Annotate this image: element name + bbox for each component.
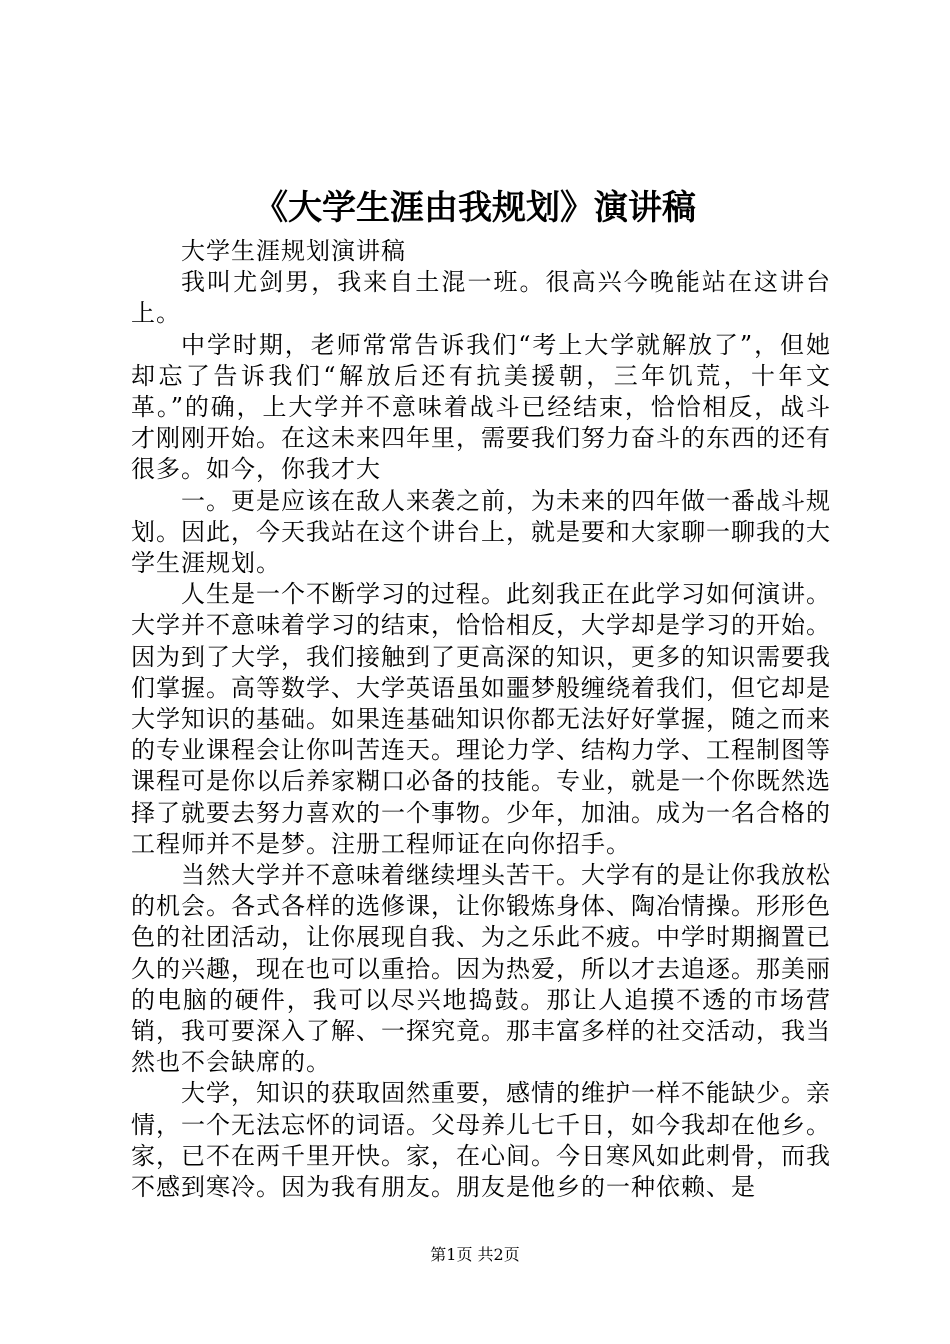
page-number: 第1页 共2页 (430, 1245, 520, 1264)
paragraph-activities: 当然大学并不意味着继续埋头苦干。大学有的是让你我放松的机会。各式各样的选修课，让你锻炼身体、陶冶情操。形形色色的社团活动，让你展现自我、为之乐此不疲。中学时期搁置已久的兴趣，现在也可以重拾。因为热爱，所以才去追逐。那美丽的电脑的硬件，我可以尽兴地捣鼓。那让人追摸不透的市场营销，我可要深入了解、一探究竟。那丰富多样的社交活动，我当然也不会缺席的。 (131, 861, 831, 1077)
paragraph-intro: 我叫尤剑男，我来自土混一班。很高兴今晚能站在这讲台上。 (131, 268, 831, 328)
document-title: 《大学生涯由我规划》演讲稿 (254, 188, 696, 228)
document-body (131, 236, 831, 1203)
paragraph-planning: 一。更是应该在敌人来袭之前，为未来的四年做一番战斗规划。因此，今天我站在这个讲台上，就是要和大家聊一聊我的大学生涯规划。 (131, 486, 831, 578)
paragraph-middle-school: 中学时期，老师常常告诉我们“考上大学就解放了”，但她却忘了告诉我们“解放后还有抗美援朝，三年饥荒，十年文革。”的确，上大学并不意味着战斗已经结束，恰恰相反，战斗才刚刚开始。在这未来四年里，需要我们努力奋斗的东西的还有很多。如今，你我才大 (131, 330, 831, 484)
paragraph-learning: 人生是一个不断学习的过程。此刻我正在此学习如何演讲。大学并不意味着学习的结束，恰恰相反，大学却是学习的开始。因为到了大学，我们接触到了更高深的知识，更多的知识需要我们掌握。高等数学、大学英语虽如噩梦般缠绕着我们，但它却是大学知识的基础。如果连基础知识你都无法好好掌握，随之而来的专业课程会让你叫苦连天。理论力学、结构力学、工程制图等课程可是你以后养家糊口必备的技能。专业，就是一个你既然选择了就要去努力喜欢的一个事物。少年，加油。成为一名合格的工程师并不是梦。注册工程师证在向你招手。 (131, 580, 831, 858)
paragraph-emotions: 大学，知识的获取固然重要，感情的维护一样不能缺少。亲情，一个无法忘怀的词语。父母养儿七千日，如今我却在他乡。家，已不在两千里开快。家，在心间。今日寒风如此刺骨，而我不感到寒冷。因为我有朋友。朋友是他乡的一种依赖、是 (131, 1079, 831, 1202)
paragraph-subtitle: 大学生涯规划演讲稿 (181, 237, 406, 265)
